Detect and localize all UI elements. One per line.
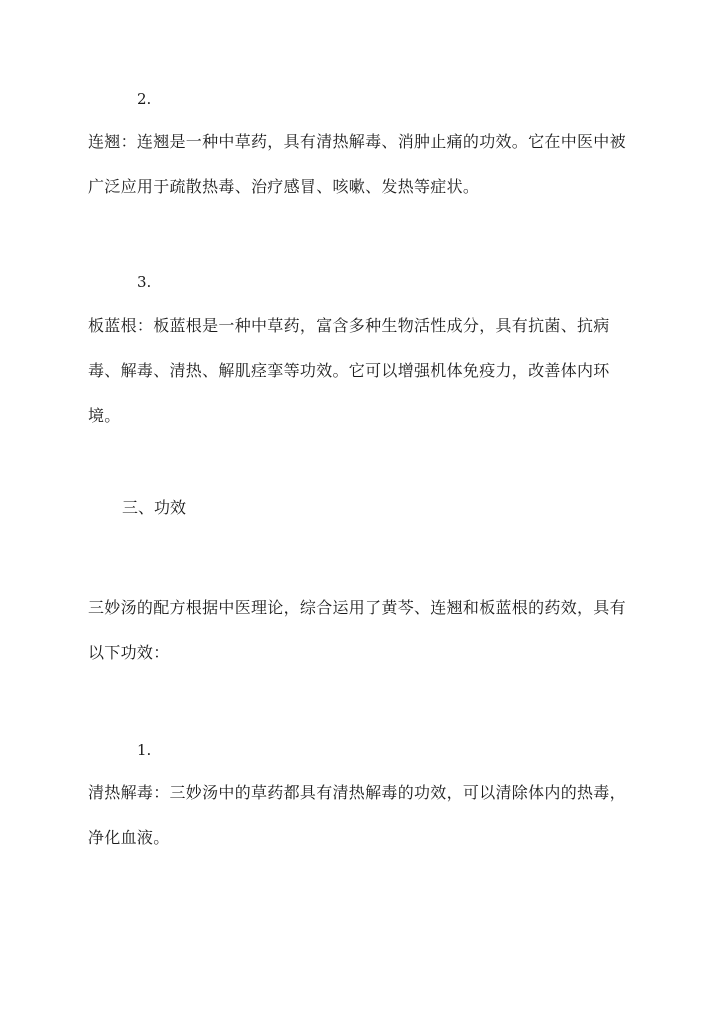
- paragraph-isatis-root: 板蓝根：板蓝根是一种中草药，富含多种生物活性成分，具有抗菌、抗病毒、解毒、清热、解肌痉挛等功效。它可以增强机体免疫力，改善体内环境。: [88, 316, 610, 425]
- item-number-2: 2.: [137, 90, 152, 108]
- paragraph-forsythia: 连翘：连翘是一种中草药，具有清热解毒、消肿止痛的功效。它在中医中被广泛应用于疏散热毒、治疗感冒、咳嗽、发热等症状。: [88, 132, 626, 196]
- item-number-3: 3.: [137, 273, 152, 291]
- section-heading-effects: 三、功效: [122, 498, 187, 517]
- paragraph-effect-clear-heat: 清热解毒：三妙汤中的草药都具有清热解毒的功效，可以清除体内的热毒，净化血液。: [88, 783, 626, 847]
- paragraph-section-intro: 三妙汤的配方根据中医理论，综合运用了黄芩、连翘和板蓝根的药效，具有以下功效：: [88, 598, 626, 662]
- effect-number-1: 1.: [137, 741, 152, 759]
